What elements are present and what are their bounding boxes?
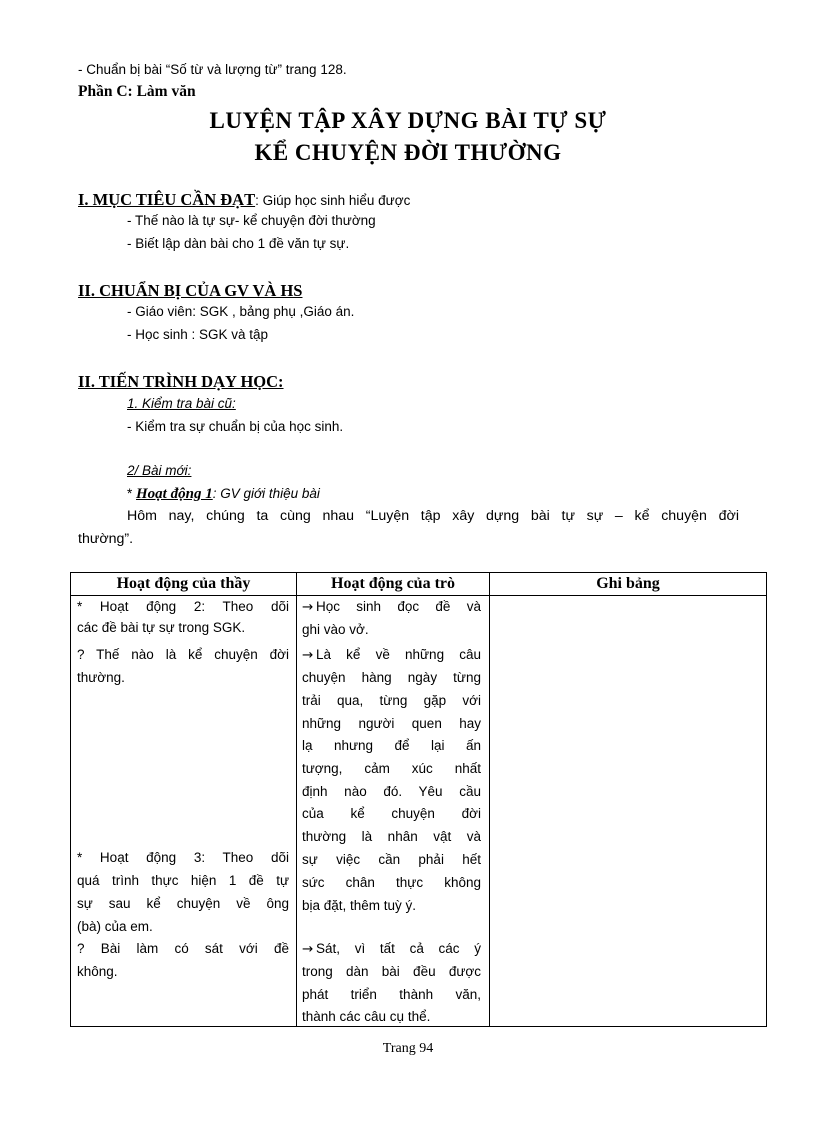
sub1-item: - Kiểm tra sự chuẩn bị của học sinh. <box>127 419 344 434</box>
activity-1-row <box>127 485 320 503</box>
sub2-title: 2/ Bài mới: <box>127 463 192 478</box>
table-header-row <box>71 573 767 596</box>
student-line: thường là nhân vật và <box>302 829 481 844</box>
intro-line-1: Hôm nay, chúng ta cùng nhau “Luyện tập xây dựng bài tự sự – kể chuyện đời <box>127 508 739 524</box>
teacher-line: không. <box>77 964 118 979</box>
student-cell <box>297 596 490 1027</box>
arrow-icon: → <box>302 647 314 663</box>
student-line: những người quen hay <box>302 716 481 731</box>
student-line: lạ nhưng để lại ấn <box>302 738 481 753</box>
part-label: Phần C: Làm văn <box>78 83 196 100</box>
teacher-cell <box>71 596 297 1027</box>
section1-heading-suffix: : Giúp học sinh hiểu được <box>255 193 411 208</box>
section1-item-1: - Thế nào là tự sự- kể chuyện đời thường <box>127 213 376 228</box>
student-line: của kể chuyện đời <box>302 806 481 821</box>
section1-heading-row <box>78 190 410 210</box>
student-line: sự việc cần phải hết <box>302 852 481 867</box>
activity-1-prefix: * <box>127 486 137 501</box>
section2-item-1: - Giáo viên: SGK , bảng phụ ,Giáo án. <box>127 304 355 319</box>
student-line: thành các câu cụ thể. <box>302 1009 431 1024</box>
lesson-table <box>70 572 767 1027</box>
teacher-line: ? Thế nào là kể chuyện đời <box>77 647 289 662</box>
section1-item-2: - Biết lập dàn bài cho 1 đề văn tự sự. <box>127 236 350 251</box>
prep-line: - Chuẩn bị bài “Số từ và lượng từ” trang 128. <box>78 62 347 77</box>
section3-heading: II. TIẾN TRÌNH DẠY HỌC: <box>78 372 284 391</box>
student-line: Học sinh đọc đề và <box>316 599 481 614</box>
board-cell <box>490 596 767 1027</box>
section2-item-2: - Học sinh : SGK và tập <box>127 327 269 342</box>
student-line: Là kể về những câu <box>316 647 481 662</box>
teacher-line: (bà) của em. <box>77 919 153 934</box>
student-line: bịa đặt, thêm tuỳ ý. <box>302 898 417 913</box>
sub1-title: 1. Kiểm tra bài cũ: <box>127 396 236 411</box>
header-board: Ghi bảng <box>490 573 767 596</box>
arrow-icon: → <box>302 941 314 957</box>
table-row <box>71 596 767 1027</box>
teacher-line: sự sau kể chuyện về ông <box>77 896 289 911</box>
arrow-icon: → <box>302 599 314 615</box>
section1-heading: I. MỤC TIÊU CẦN ĐẠT <box>78 190 256 209</box>
teacher-line: ? Bài làm có sát với đề <box>77 941 289 956</box>
intro-line-2: thường”. <box>78 531 134 547</box>
title-line-1: LUYỆN TẬP XÂY DỰNG BÀI TỰ SỰ <box>209 108 607 133</box>
activity-1-label: Hoạt động 1 <box>136 486 213 502</box>
student-line: trong dàn bài đều được <box>302 964 481 979</box>
teacher-line: thường. <box>77 670 125 685</box>
student-line: trải qua, từng gặp với <box>302 693 481 708</box>
student-line: Sát, vì tất cả các ý <box>316 941 481 956</box>
teacher-line: * Hoạt động 3: Theo dõi <box>77 850 289 865</box>
student-line: tượng, cảm xúc nhất <box>302 761 481 776</box>
student-line: ghi vào vở. <box>302 622 369 637</box>
student-line: định nào đó. Yêu cầu <box>302 784 481 799</box>
section2-heading: II. CHUẨN BỊ CỦA GV VÀ HS <box>78 281 303 300</box>
student-line: phát triển thành văn, <box>302 987 481 1002</box>
teacher-line: * Hoạt động 2: Theo dõi <box>77 599 289 614</box>
header-student: Hoạt động của trò <box>297 573 490 596</box>
title-line-2: KỂ CHUYỆN ĐỜI THƯỜNG <box>254 140 562 165</box>
student-line: sức chân thực không <box>302 875 481 890</box>
page-number: Trang 94 <box>382 1041 434 1056</box>
activity-1-suffix: : GV giới thiệu bài <box>212 486 320 501</box>
teacher-line: các đề bài tự sự trong SGK. <box>77 620 246 635</box>
teacher-line: quá trình thực hiện 1 đề tự <box>77 873 289 888</box>
student-line: chuyện hàng ngày từng <box>302 670 481 685</box>
header-teacher: Hoạt động của thầy <box>71 573 297 596</box>
